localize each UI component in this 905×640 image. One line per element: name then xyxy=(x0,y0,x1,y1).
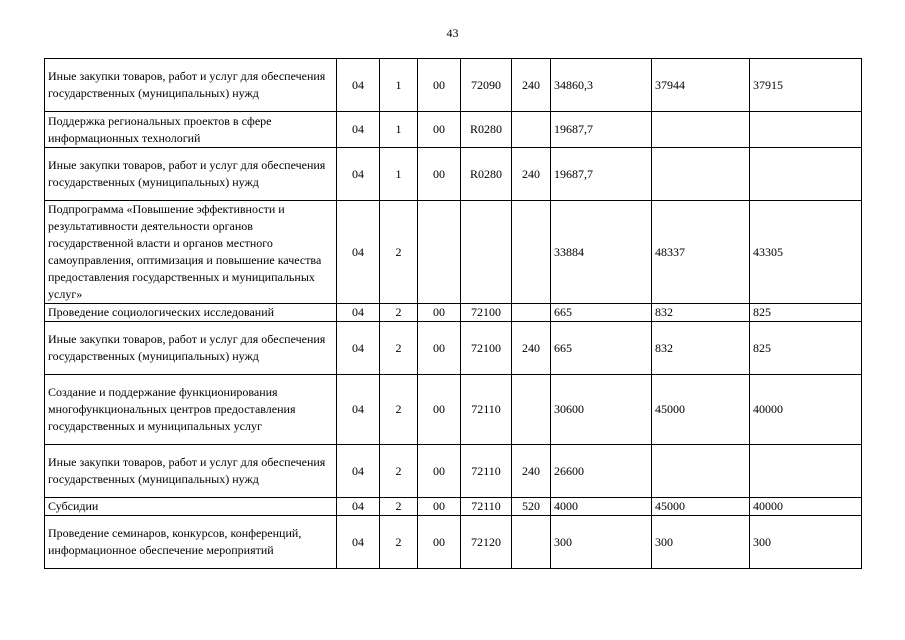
table-row xyxy=(45,59,862,112)
section-code: 04 xyxy=(337,445,380,498)
table-row xyxy=(45,322,862,375)
amount-year-1: 4000 xyxy=(551,498,652,516)
subprogram-code: 2 xyxy=(380,498,418,516)
amount-year-2 xyxy=(652,445,750,498)
direction-code xyxy=(461,201,512,304)
main-activity-code: 00 xyxy=(418,112,461,148)
expense-type-code: 240 xyxy=(512,445,551,498)
page-number: 43 xyxy=(446,26,459,40)
main-activity-code: 00 xyxy=(418,59,461,112)
expense-type-code: 240 xyxy=(512,148,551,201)
table-row xyxy=(45,304,862,322)
direction-code: 72090 xyxy=(461,59,512,112)
budget-table xyxy=(44,58,862,569)
subprogram-code: 1 xyxy=(380,112,418,148)
amount-year-3: 43305 xyxy=(750,201,862,304)
amount-year-1: 30600 xyxy=(551,375,652,445)
row-name: Иные закупки товаров, работ и услуг для обеспечения государственных (муниципальных) нужд xyxy=(45,322,337,375)
amount-year-3: 825 xyxy=(750,304,862,322)
amount-year-2 xyxy=(652,112,750,148)
table-row xyxy=(45,148,862,201)
expense-type-code xyxy=(512,201,551,304)
table-row xyxy=(45,201,862,304)
main-activity-code: 00 xyxy=(418,375,461,445)
subprogram-code: 2 xyxy=(380,516,418,569)
section-code: 04 xyxy=(337,112,380,148)
section-code: 04 xyxy=(337,498,380,516)
amount-year-3: 300 xyxy=(750,516,862,569)
amount-year-2: 832 xyxy=(652,304,750,322)
table-row xyxy=(45,375,862,445)
amount-year-1: 19687,7 xyxy=(551,112,652,148)
amount-year-2: 832 xyxy=(652,322,750,375)
expense-type-code xyxy=(512,375,551,445)
section-code: 04 xyxy=(337,516,380,569)
section-code: 04 xyxy=(337,322,380,375)
direction-code: 72110 xyxy=(461,498,512,516)
amount-year-3: 825 xyxy=(750,322,862,375)
section-code: 04 xyxy=(337,304,380,322)
section-code: 04 xyxy=(337,59,380,112)
amount-year-3: 40000 xyxy=(750,498,862,516)
row-name: Иные закупки товаров, работ и услуг для обеспечения государственных (муниципальных) нужд xyxy=(45,445,337,498)
amount-year-3 xyxy=(750,112,862,148)
row-name: Создание и поддержание функционирования многофункциональных центров предоставления государственных и муниципальных услуг xyxy=(45,375,337,445)
row-name: Поддержка региональных проектов в сфере информационных технологий xyxy=(45,112,337,148)
amount-year-3: 40000 xyxy=(750,375,862,445)
amount-year-2: 45000 xyxy=(652,498,750,516)
table-row xyxy=(45,445,862,498)
main-activity-code: 00 xyxy=(418,148,461,201)
row-name: Проведение семинаров, конкурсов, конференций, информационное обеспечение мероприятий xyxy=(45,516,337,569)
main-activity-code: 00 xyxy=(418,498,461,516)
table-row xyxy=(45,112,862,148)
main-activity-code: 00 xyxy=(418,322,461,375)
amount-year-2: 37944 xyxy=(652,59,750,112)
expense-type-code xyxy=(512,304,551,322)
expense-type-code: 240 xyxy=(512,59,551,112)
amount-year-1: 33884 xyxy=(551,201,652,304)
table-row xyxy=(45,516,862,569)
main-activity-code: 00 xyxy=(418,516,461,569)
row-name: Подпрограмма «Повышение эффективности и результативности деятельности органов государственной власти и органов местного самоуправления, оптимизация и повышение качества предоставления государственных и муниципальных услуг» xyxy=(45,201,337,304)
main-activity-code xyxy=(418,201,461,304)
subprogram-code: 2 xyxy=(380,445,418,498)
main-activity-code: 00 xyxy=(418,445,461,498)
direction-code: R0280 xyxy=(461,112,512,148)
row-name: Иные закупки товаров, работ и услуг для обеспечения государственных (муниципальных) нужд xyxy=(45,148,337,201)
amount-year-3: 37915 xyxy=(750,59,862,112)
direction-code: 72110 xyxy=(461,445,512,498)
amount-year-2: 45000 xyxy=(652,375,750,445)
section-code: 04 xyxy=(337,375,380,445)
amount-year-3 xyxy=(750,445,862,498)
subprogram-code: 2 xyxy=(380,201,418,304)
direction-code: 72100 xyxy=(461,304,512,322)
direction-code: 72110 xyxy=(461,375,512,445)
amount-year-1: 34860,3 xyxy=(551,59,652,112)
amount-year-1: 665 xyxy=(551,304,652,322)
amount-year-1: 665 xyxy=(551,322,652,375)
direction-code: 72120 xyxy=(461,516,512,569)
expense-type-code: 520 xyxy=(512,498,551,516)
amount-year-2 xyxy=(652,148,750,201)
subprogram-code: 2 xyxy=(380,304,418,322)
expense-type-code: 240 xyxy=(512,322,551,375)
amount-year-2: 48337 xyxy=(652,201,750,304)
amount-year-3 xyxy=(750,148,862,201)
subprogram-code: 1 xyxy=(380,148,418,201)
subprogram-code: 1 xyxy=(380,59,418,112)
direction-code: 72100 xyxy=(461,322,512,375)
amount-year-1: 26600 xyxy=(551,445,652,498)
amount-year-1: 300 xyxy=(551,516,652,569)
amount-year-2: 300 xyxy=(652,516,750,569)
main-activity-code: 00 xyxy=(418,304,461,322)
row-name: Проведение социологических исследований xyxy=(45,304,337,322)
expense-type-code xyxy=(512,516,551,569)
section-code: 04 xyxy=(337,148,380,201)
subprogram-code: 2 xyxy=(380,322,418,375)
row-name: Субсидии xyxy=(45,498,337,516)
amount-year-1: 19687,7 xyxy=(551,148,652,201)
subprogram-code: 2 xyxy=(380,375,418,445)
direction-code: R0280 xyxy=(461,148,512,201)
expense-type-code xyxy=(512,112,551,148)
section-code: 04 xyxy=(337,201,380,304)
table-row xyxy=(45,498,862,516)
row-name: Иные закупки товаров, работ и услуг для обеспечения государственных (муниципальных) нужд xyxy=(45,59,337,112)
